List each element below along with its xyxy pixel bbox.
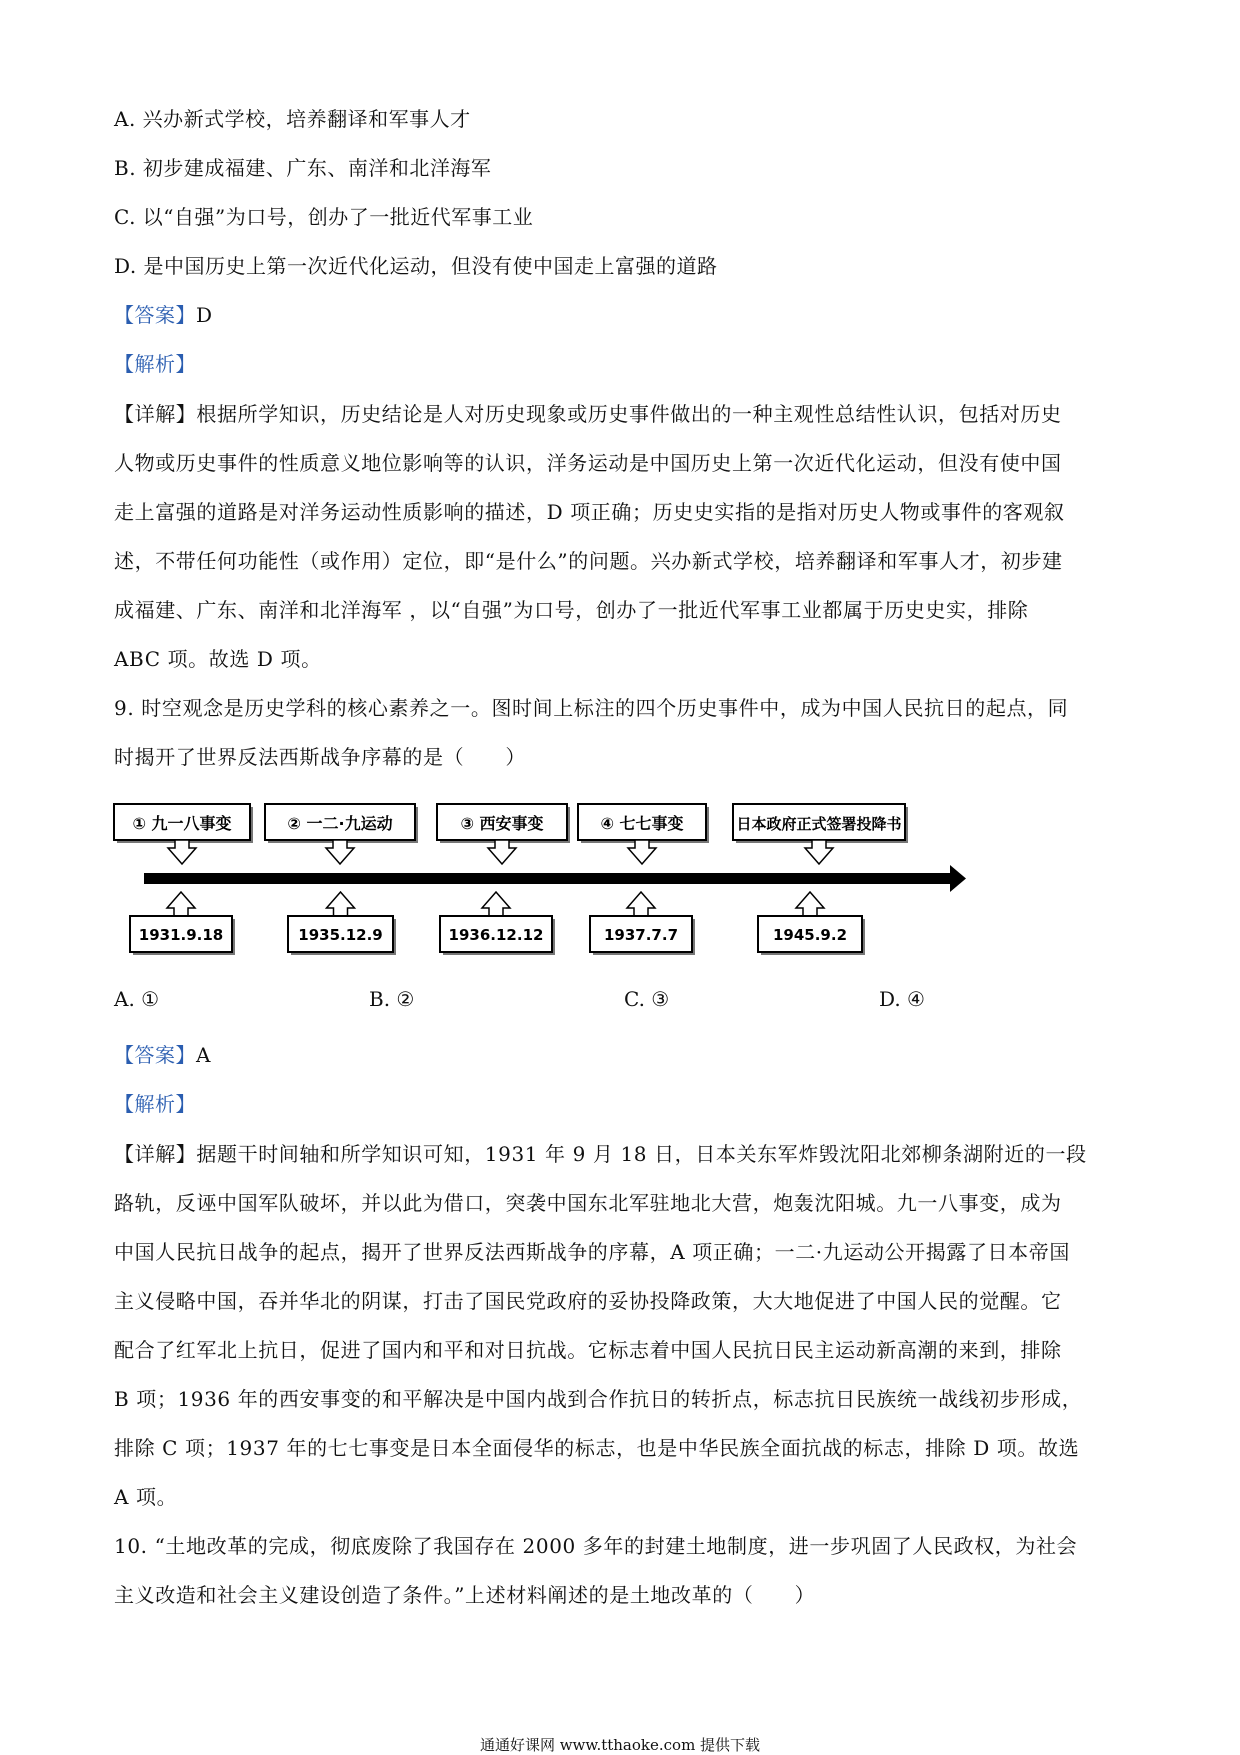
timeline-date-box <box>288 892 396 955</box>
down-arrow-icon <box>628 840 656 864</box>
detail-tag: 【详解】 <box>114 402 197 426</box>
q10-stem <box>114 1522 1124 1620</box>
q8-option-d: D. 是中国历史上第一次近代化运动，但没有使中国走上富强的道路 <box>114 254 718 278</box>
timeline-event-label: ② 一二·九运动 <box>287 814 393 833</box>
q9-detail-line: 配合了红军北上抗日，促进了国内和平和对日抗战。它标志着中国人民抗日民主运动新高潮的来到，排除 <box>114 1338 1062 1362</box>
up-arrow-icon <box>327 892 355 916</box>
timeline-event-box <box>578 804 709 864</box>
down-arrow-icon <box>168 840 196 864</box>
footer-source: 通通好课网 www.tthaoke.com 提供下载 <box>479 1736 761 1754</box>
q10-stem-line: 主义改造和社会主义建设创造了条件。”上述材料阐述的是土地改革的（ ） <box>114 1583 816 1607</box>
q8-option-b: B. 初步建成福建、广东、南洋和北洋海军 <box>114 156 492 180</box>
up-arrow-icon <box>482 892 510 916</box>
q9-stem-line: 时揭开了世界反法西斯战争序幕的是（ ） <box>114 745 526 769</box>
q8-option-c: C. 以“自强”为口号，创办了一批近代军事工业 <box>114 205 534 229</box>
timeline-figure <box>0 790 1240 970</box>
timeline-event-label: ③ 西安事变 <box>460 814 544 833</box>
timeline-event-box <box>265 804 418 864</box>
up-arrow-icon <box>796 892 824 916</box>
q8-analysis-tag: 【解析】 <box>114 352 196 376</box>
q9-analysis-tag: 【解析】 <box>114 1092 196 1116</box>
timeline-date-box <box>758 892 865 955</box>
q8-detail-line: 人物或历史事件的性质意义地位影响等的认识，洋务运动是中国历史上第一次近代化运动，但没有使中国 <box>114 451 1062 475</box>
timeline-event-label: 日本政府正式签署投降书 <box>736 815 902 833</box>
q8-detail-line: 述，不带任何功能性（或作用）定位，即“是什么”的问题。兴办新式学校，培养翻译和军事人才，初步建 <box>114 549 1063 573</box>
up-arrow-icon <box>167 892 195 916</box>
q9-detail-line: A 项。 <box>114 1485 178 1509</box>
timeline-date-label: 1931.9.18 <box>138 926 224 944</box>
timeline-event-box <box>114 804 253 864</box>
q9-detail-line: B 项；1936 年的西安事变的和平解决是中国内战到合作抗日的转折点，标志抗日民族统一战线初步形成， <box>114 1387 1083 1411</box>
q9-option-a: A. ① <box>114 987 160 1011</box>
q8-detail <box>114 390 1124 684</box>
timeline-date-label: 1936.12.12 <box>448 926 544 944</box>
timeline-event-label: ④ 七七事变 <box>600 814 684 833</box>
q8-detail-line: 走上富强的道路是对洋务运动性质影响的描述，D 项正确；历史史实指的是指对历史人物或事件的客观叙 <box>114 500 1065 524</box>
q8-detail-line: 成福建、广东、南洋和北洋海军 ，以“自强”为口号，创办了一批近代军事工业都属于历史史实，排除 <box>114 598 1029 622</box>
answer-value: A <box>196 1043 211 1067</box>
q9-option-d: D. ④ <box>879 987 925 1011</box>
q8-detail-line: 【详解】根据所学知识，历史结论是人对历史现象或历史事件做出的一种主观性总结性认识，包括对历史 <box>114 402 1062 426</box>
q10-stem-line: 10. “土地改革的完成，彻底废除了我国存在 2000 多年的封建土地制度，进一步巩固了人民政权，为社会 <box>114 1534 1078 1558</box>
down-arrow-icon <box>805 840 833 864</box>
answer-tag: 【答案】 <box>114 1043 196 1067</box>
q8-option-a: A. 兴办新式学校，培养翻译和军事人才 <box>114 107 471 131</box>
down-arrow-icon <box>326 840 354 864</box>
answer-value: D <box>196 303 213 327</box>
q8-detail-line: ABC 项。故选 D 项。 <box>114 647 322 671</box>
timeline-date-label: 1945.9.2 <box>772 926 848 944</box>
q9-stem-line: 9. 时空观念是历史学科的核心素养之一。图时间上标注的四个历史事件中，成为中国人民抗日的起点，同 <box>114 696 1069 720</box>
q8-answer <box>114 302 213 328</box>
q9-detail-line: 【详解】据题干时间轴和所学知识可知，1931 年 9 月 18 日，日本关东军炸毁沈阳北郊柳条湖附近的一段 <box>114 1142 1087 1166</box>
q9-detail-line: 排除 C 项；1937 年的七七事变是日本全面侵华的标志，也是中华民族全面抗战的标志，排除 D 项。故选 <box>114 1436 1080 1460</box>
timeline-event-label: ① 九一八事变 <box>132 814 232 833</box>
q9-detail-line: 主义侵略中国，吞并华北的阴谋，打击了国民党政府的妥协投降政策，大大地促进了中国人民的觉醒。它 <box>114 1289 1062 1313</box>
up-arrow-icon <box>627 892 655 916</box>
answer-tag: 【答案】 <box>114 303 196 327</box>
down-arrow-icon <box>488 840 516 864</box>
timeline-event-box <box>733 804 908 864</box>
timeline-axis <box>144 865 966 892</box>
q9-detail-line: 中国人民抗日战争的起点，揭开了世界反法西斯战争的序幕，A 项正确；一二·九运动公开揭露了日本帝国 <box>114 1240 1070 1264</box>
timeline-date-label: 1937.7.7 <box>603 926 679 944</box>
q9-option-b: B. ② <box>369 987 415 1011</box>
timeline-date-box <box>590 892 695 955</box>
q9-option-c: C. ③ <box>624 987 670 1011</box>
q9-detail-line: 路轨，反诬中国军队破坏，并以此为借口，突袭中国东北军驻地北大营，炮轰沈阳城。九一八事变，成为 <box>114 1191 1062 1215</box>
q9-answer <box>114 1042 211 1068</box>
timeline-date-box <box>440 892 555 955</box>
timeline-date-box <box>130 892 235 955</box>
timeline-event-box <box>437 804 570 864</box>
q9-detail <box>114 1130 1124 1522</box>
timeline-date-label: 1935.12.9 <box>298 926 383 944</box>
q9-stem <box>114 684 1124 782</box>
detail-tag: 【详解】 <box>114 1142 197 1166</box>
